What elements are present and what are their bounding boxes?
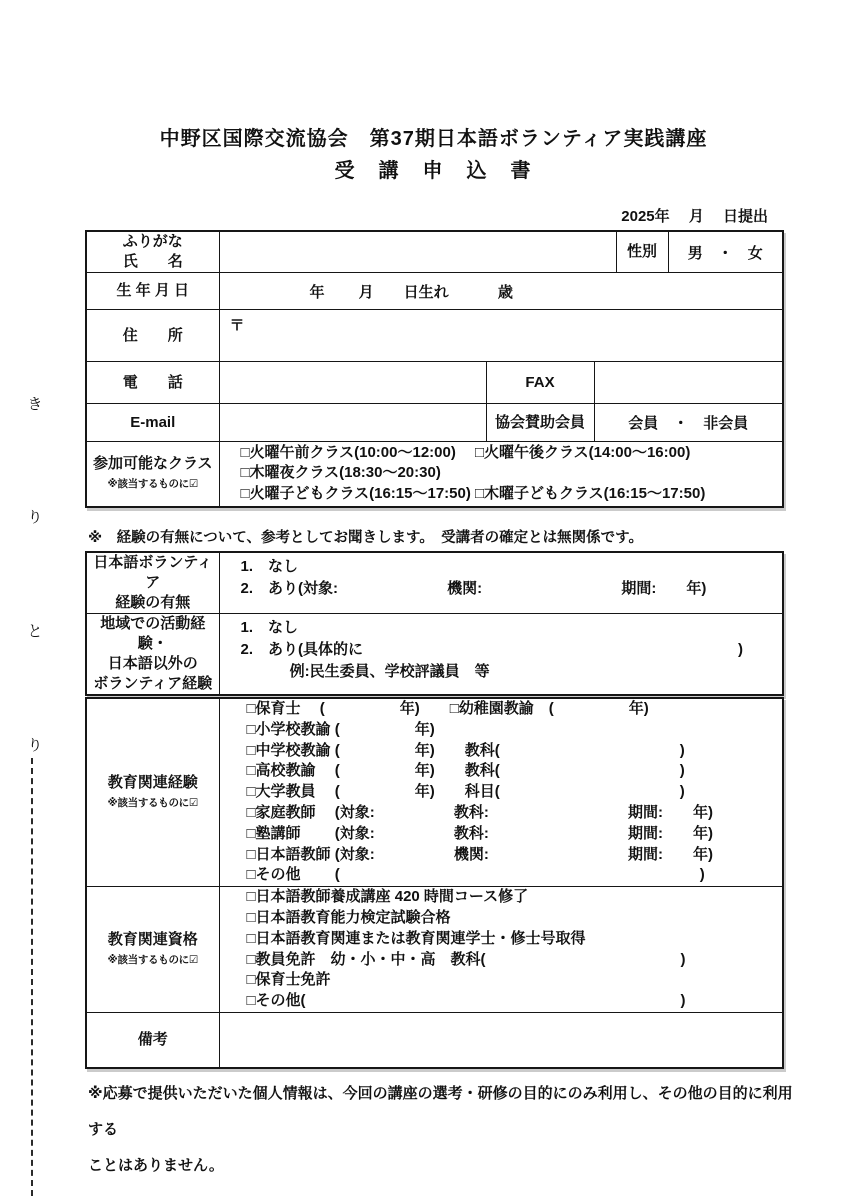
community-experience-label-2: 日本語以外の	[107, 655, 198, 672]
kiritori-char-1: き	[27, 396, 43, 413]
community-experience-label-1: 地域での活動経験・	[100, 615, 206, 652]
privacy-note-line-1: ※応募で提供いただいた個人情報は、今回の講座の選考・研修の目的にのみ利用し、その他の目的に利用する	[88, 1085, 793, 1138]
birthdate-label: 生 年 月 日	[86, 273, 219, 310]
volunteer-experience-label-1: 日本語ボランティア	[93, 554, 213, 591]
fax-input-area[interactable]	[594, 362, 783, 404]
class-option-line[interactable]: □火曜午前クラス(10:00～12:00) □火曜午後クラス(14:00～16:00)	[240, 443, 691, 461]
checkbox-line[interactable]: □中学校教諭 ( 年) 教科( )	[246, 741, 685, 759]
experience-option-line[interactable]: 2. あり(対象: 機関: 期間: 年)	[240, 580, 707, 597]
checkbox-line[interactable]: □日本語教師 (対象: 機関: 期間: 年)	[246, 845, 714, 863]
education-experience-area	[219, 698, 783, 887]
checkbox-line[interactable]: □日本語教師養成講座 420 時間コース修了	[246, 888, 529, 906]
community-experience-area[interactable]	[219, 614, 783, 696]
submit-date: 2025年 月 日提出	[621, 208, 768, 225]
checkbox-line[interactable]: □教員免許 幼・小・中・高 教科( )	[246, 950, 686, 968]
education-qualification-label-text: 教育関連資格	[107, 930, 198, 948]
class-label-text: 参加可能なクラス	[92, 454, 213, 472]
checkbox-line[interactable]: □高校教諭 ( 年) 教科( )	[246, 762, 685, 780]
experience-option-line[interactable]: 1. なし	[240, 558, 299, 575]
checkbox-line[interactable]: □その他( )	[246, 992, 686, 1010]
phone-input-area[interactable]	[219, 362, 486, 404]
volunteer-experience-label	[86, 552, 219, 614]
education-table	[85, 697, 784, 1069]
education-experience-label	[86, 698, 219, 887]
checkbox-line[interactable]: □その他 ( )	[246, 866, 705, 884]
kiritori-char-3: と	[27, 623, 43, 640]
name-label-text: 氏 名	[122, 253, 183, 270]
education-qualification-label	[86, 887, 219, 1013]
postal-mark: 〒	[229, 317, 245, 334]
experience-option-line[interactable]: 2. あり(具体的に )	[240, 641, 744, 658]
checkbox-line[interactable]: □日本語教育能力検定試験合格	[246, 908, 451, 926]
form-subtitle: 受 講 申 込 書	[334, 160, 533, 182]
kiritori-char-4: り	[27, 737, 43, 754]
gender-options[interactable]: 男 ・ 女	[668, 231, 783, 273]
address-label: 住 所	[86, 310, 219, 362]
checkbox-line[interactable]: □小学校教諭 ( 年)	[246, 720, 435, 738]
fax-label: FAX	[486, 362, 594, 404]
class-options-area	[219, 442, 783, 507]
checkbox-line[interactable]: □日本語教育関連または教育関連学士・修士号取得	[246, 929, 586, 947]
class-section-label	[86, 442, 219, 507]
kiritori-char-2: り	[27, 509, 43, 526]
experience-note: ※ 経験の有無について、参考としてお聞きします。 受講者の確定とは無関係です。	[88, 530, 643, 546]
name-label	[86, 231, 219, 273]
privacy-note	[88, 1076, 798, 1184]
supporter-options[interactable]: 会員 ・ 非会員	[594, 404, 783, 442]
volunteer-experience-label-2: 経験の有無	[115, 594, 191, 611]
privacy-note-line-2: ことはありません。	[88, 1157, 224, 1174]
education-qualification-check-note: ※該当するものに☑	[107, 953, 198, 966]
form-title: 中野区国際交流協会 第37期日本語ボランティア実践講座	[159, 128, 708, 150]
education-experience-label-text: 教育関連経験	[107, 773, 198, 791]
address-input-area[interactable]	[219, 310, 783, 362]
phone-label: 電 話	[86, 362, 219, 404]
email-label: E-mail	[86, 404, 219, 442]
birthdate-input-area[interactable]: 年 月 日生れ 歳	[219, 273, 783, 310]
community-experience-label	[86, 614, 219, 696]
remarks-label: 備考	[86, 1012, 219, 1068]
checkbox-line[interactable]: □家庭教師 (対象: 教科: 期間: 年)	[246, 803, 714, 821]
supporter-label: 協会賛助会員	[486, 404, 594, 442]
remarks-input-area[interactable]	[219, 1012, 783, 1068]
name-input-area[interactable]	[219, 231, 616, 273]
class-check-note: ※該当するものに☑	[107, 477, 198, 490]
checkbox-line[interactable]: □大学教員 ( 年) 科目( )	[246, 783, 685, 801]
class-option-line[interactable]: □火曜子どもクラス(16:15～17:50) □木曜子どもクラス(16:15～17:50)	[240, 485, 706, 503]
checkbox-line[interactable]: □保育士 ( 年) □幼稚園教諭 ( 年)	[246, 700, 649, 717]
cut-dashed-line	[31, 758, 33, 1196]
experience-option-line[interactable]: 1. なし	[240, 619, 299, 636]
furigana-label: ふりがな	[122, 233, 183, 250]
community-experience-label-3: ボランティア経験	[93, 675, 213, 692]
checkbox-line[interactable]: □保育士免許	[246, 971, 331, 989]
checkbox-line[interactable]: □塾講師 (対象: 教科: 期間: 年)	[246, 824, 714, 842]
gender-label: 性別	[616, 231, 668, 273]
email-input-area[interactable]	[219, 404, 486, 442]
class-option-line[interactable]: □木曜夜クラス(18:30～20:30)	[240, 464, 441, 482]
experience-example-line: 例:民生委員、学校評議員 等	[240, 663, 490, 680]
volunteer-experience-area[interactable]	[219, 552, 783, 614]
education-experience-check-note: ※該当するものに☑	[107, 796, 198, 809]
experience-table	[85, 551, 784, 696]
applicant-table	[85, 230, 784, 508]
education-qualification-area	[219, 887, 783, 1013]
